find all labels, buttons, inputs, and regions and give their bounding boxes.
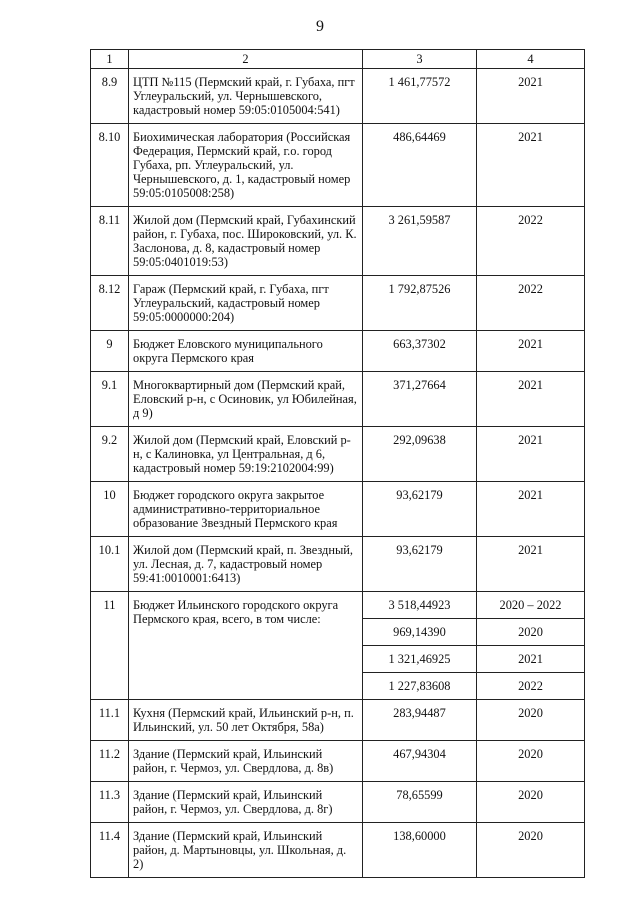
row-amount: 93,62179: [363, 482, 477, 537]
row-name: Гараж (Пермский край, г. Губаха, пгт Углеуральский, кадастровый номер 59:05:0000000:204): [129, 276, 363, 331]
row-name: Бюджет городского округа закрытое административно-территориальное образование Звездный Пермского края: [129, 482, 363, 537]
row-name: Бюджет Ильинского городского округа Пермского края, всего, в том числе:: [129, 592, 363, 700]
row-year: 2021: [477, 124, 585, 207]
row-name: Бюджет Еловского муниципального округа Пермского края: [129, 331, 363, 372]
row-amount: 138,60000: [363, 823, 477, 878]
row-number: 11: [91, 592, 129, 700]
header-col-2: 2: [129, 50, 363, 69]
table-row: [91, 700, 585, 741]
row-number: 10.1: [91, 537, 129, 592]
row-number: 8.12: [91, 276, 129, 331]
row-year: 2021: [477, 482, 585, 537]
row-amount: 1 227,83608: [363, 673, 477, 700]
row-number: 9.2: [91, 427, 129, 482]
row-number: 11.2: [91, 741, 129, 782]
table-row: [91, 482, 585, 537]
row-name: Жилой дом (Пермский край, п. Звездный, ул. Лесная, д. 7, кадастровый номер 59:41:0010001:6413): [129, 537, 363, 592]
row-name: Здание (Пермский край, Ильинский район, г. Чермоз, ул. Свердлова, д. 8в): [129, 741, 363, 782]
row-amount: 3 261,59587: [363, 207, 477, 276]
table-row: [91, 427, 585, 482]
row-name: Биохимическая лаборатория (Российская Федерация, Пермский край, г.о. город Губаха, рп. Углеуральский, ул. Чернышевского, д. 1, кадастровый номер 59:05:0105008:258): [129, 124, 363, 207]
header-col-1: 1: [91, 50, 129, 69]
table-row: [91, 372, 585, 427]
row-year: 2022: [477, 207, 585, 276]
row-amount: 78,65599: [363, 782, 477, 823]
row-amount: 1 792,87526: [363, 276, 477, 331]
row-amount: 1 321,46925: [363, 646, 477, 673]
table-row: [91, 331, 585, 372]
row-number: 11.1: [91, 700, 129, 741]
table-row: [91, 124, 585, 207]
table-row-group-11: [91, 592, 585, 619]
row-amount-total: 3 518,44923: [363, 592, 477, 619]
row-amount: 292,09638: [363, 427, 477, 482]
row-year: 2021: [477, 646, 585, 673]
row-year: 2021: [477, 372, 585, 427]
table-row: [91, 741, 585, 782]
table-row: [91, 69, 585, 124]
row-year: 2020: [477, 741, 585, 782]
row-number: 11.3: [91, 782, 129, 823]
table-header-row: [91, 50, 585, 69]
row-name: Жилой дом (Пермский край, Губахинский район, г. Губаха, пос. Широковский, ул. К. Заслонова, д. 8, кадастровый номер 59:05:0401019:53): [129, 207, 363, 276]
row-number: 8.9: [91, 69, 129, 124]
table-row: [91, 537, 585, 592]
row-year: 2022: [477, 673, 585, 700]
page-number: 9: [316, 18, 324, 35]
row-name: Жилой дом (Пермский край, Еловский р-н, с Калиновка, ул Центральная, д 6, кадастровый номер 59:19:2102004:99): [129, 427, 363, 482]
row-number: 9: [91, 331, 129, 372]
row-name: Здание (Пермский край, Ильинский район, д. Мартыновцы, ул. Школьная, д. 2): [129, 823, 363, 878]
row-amount: 1 461,77572: [363, 69, 477, 124]
row-name: Кухня (Пермский край, Ильинский р-н, п. Ильинский, ул. 50 лет Октября, 58а): [129, 700, 363, 741]
table-row: [91, 782, 585, 823]
row-name: ЦТП №115 (Пермский край, г. Губаха, пгт Углеуральский, ул. Чернышевского, кадастровый номер 59:05:0105004:541): [129, 69, 363, 124]
row-year: 2020: [477, 782, 585, 823]
row-amount: 93,62179: [363, 537, 477, 592]
row-amount: 467,94304: [363, 741, 477, 782]
row-year: 2021: [477, 331, 585, 372]
row-year-total: 2020 – 2022: [477, 592, 585, 619]
row-number: 10: [91, 482, 129, 537]
row-number: 8.11: [91, 207, 129, 276]
row-year: 2020: [477, 700, 585, 741]
row-year: 2020: [477, 619, 585, 646]
header-col-4: 4: [477, 50, 585, 69]
row-number: 9.1: [91, 372, 129, 427]
row-amount: 969,14390: [363, 619, 477, 646]
budget-table: [90, 49, 585, 878]
row-amount: 486,64469: [363, 124, 477, 207]
row-name: Многоквартирный дом (Пермский край, Еловский р-н, с Осиновик, ул Юбилейная, д 9): [129, 372, 363, 427]
row-year: 2021: [477, 427, 585, 482]
table-row: [91, 823, 585, 878]
row-year: 2022: [477, 276, 585, 331]
header-col-3: 3: [363, 50, 477, 69]
row-amount: 663,37302: [363, 331, 477, 372]
table-row: [91, 276, 585, 331]
table-row: [91, 207, 585, 276]
row-number: 11.4: [91, 823, 129, 878]
row-year: 2021: [477, 537, 585, 592]
row-name: Здание (Пермский край, Ильинский район, г. Чермоз, ул. Свердлова, д. 8г): [129, 782, 363, 823]
row-number: 8.10: [91, 124, 129, 207]
row-amount: 371,27664: [363, 372, 477, 427]
row-year: 2020: [477, 823, 585, 878]
row-year: 2021: [477, 69, 585, 124]
row-amount: 283,94487: [363, 700, 477, 741]
